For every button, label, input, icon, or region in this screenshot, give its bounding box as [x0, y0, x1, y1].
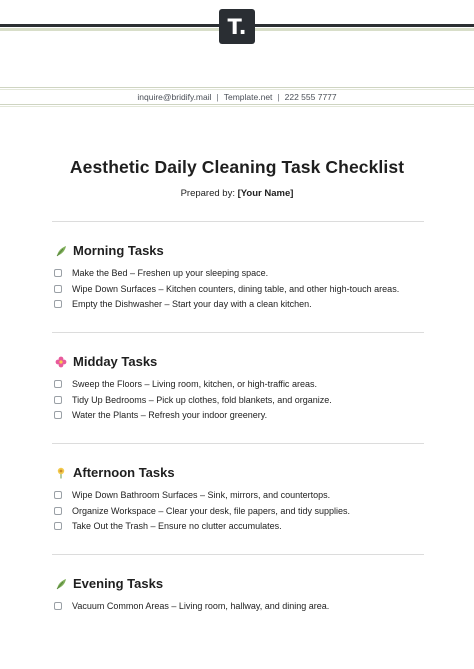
contact-separator: | [216, 92, 219, 102]
contact-phone: 222 555 7777 [284, 92, 337, 102]
task-item[interactable] [54, 284, 399, 294]
task-label: Organize Workspace – Clear your desk, file papers, and tidy supplies. [72, 506, 350, 516]
section-heading-evening [55, 576, 163, 591]
task-item[interactable] [54, 410, 267, 420]
section-divider [52, 554, 424, 555]
contact-rule-top [0, 87, 474, 88]
section-title: Evening Tasks [73, 576, 164, 591]
task-label: Empty the Dishwasher – Start your day with a clean kitchen. [72, 299, 312, 309]
task-checkbox[interactable] [54, 491, 62, 499]
leaf-icon [55, 245, 67, 257]
task-label: Tidy Up Bedrooms – Pick up clothes, fold blankets, and organize. [72, 395, 332, 405]
prepared-name: [Your Name] [237, 188, 294, 199]
section-divider [52, 443, 424, 444]
brand-logo: T. [219, 9, 255, 44]
contact-rule-bottom [0, 104, 474, 105]
task-label: Make the Bed – Freshen up your sleeping space. [72, 268, 269, 278]
section-heading-afternoon [55, 465, 175, 480]
task-checkbox[interactable] [54, 300, 62, 308]
task-label: Vacuum Common Areas – Living room, hallway, and dining area. [72, 601, 330, 611]
task-checkbox[interactable] [54, 602, 62, 610]
section-heading-morning [55, 243, 164, 258]
task-item[interactable] [54, 490, 330, 500]
flower-icon [55, 356, 67, 368]
task-item[interactable] [54, 268, 268, 278]
task-checkbox[interactable] [54, 380, 62, 388]
task-label: Wipe Down Bathroom Surfaces – Sink, mirrors, and countertops. [72, 490, 331, 500]
section-divider [52, 332, 424, 333]
prepared-label: Prepared by: [180, 188, 235, 199]
contact-site: Template.net [223, 92, 273, 102]
task-item[interactable] [54, 521, 282, 531]
page-title: Aesthetic Daily Cleaning Task Checklist [69, 157, 405, 177]
contact-email: inquire@bridify.mail [137, 92, 212, 102]
contact-line [0, 91, 474, 103]
task-checkbox[interactable] [54, 285, 62, 293]
header-band [0, 0, 474, 112]
contact-separator: | [277, 92, 280, 102]
task-label: Sweep the Floors – Living room, kitchen, or high-traffic areas. [72, 379, 317, 389]
task-checkbox[interactable] [54, 269, 62, 277]
task-item[interactable] [54, 506, 350, 516]
leaf-icon [55, 578, 67, 590]
contact-rule-top-inner [0, 89, 474, 90]
contact-rule-bottom-inner [0, 106, 474, 107]
task-checkbox[interactable] [54, 507, 62, 515]
task-checkbox[interactable] [54, 411, 62, 419]
task-label: Water the Plants – Refresh your indoor greenery. [72, 410, 268, 420]
task-item[interactable] [54, 395, 332, 405]
section-heading-midday [55, 354, 157, 369]
task-label: Take Out the Trash – Ensure no clutter accumulates. [72, 521, 282, 531]
task-item[interactable] [54, 601, 329, 611]
sun-flower-icon [55, 467, 67, 479]
prepared-by [0, 188, 474, 199]
section-divider [52, 221, 424, 222]
section-title: Midday Tasks [73, 354, 158, 369]
task-checkbox[interactable] [54, 522, 62, 530]
section-title: Afternoon Tasks [73, 465, 175, 480]
task-item[interactable] [54, 299, 312, 309]
task-checkbox[interactable] [54, 396, 62, 404]
task-item[interactable] [54, 379, 317, 389]
section-title: Morning Tasks [73, 243, 164, 258]
task-label: Wipe Down Surfaces – Kitchen counters, dining table, and other high-touch areas. [72, 284, 400, 294]
